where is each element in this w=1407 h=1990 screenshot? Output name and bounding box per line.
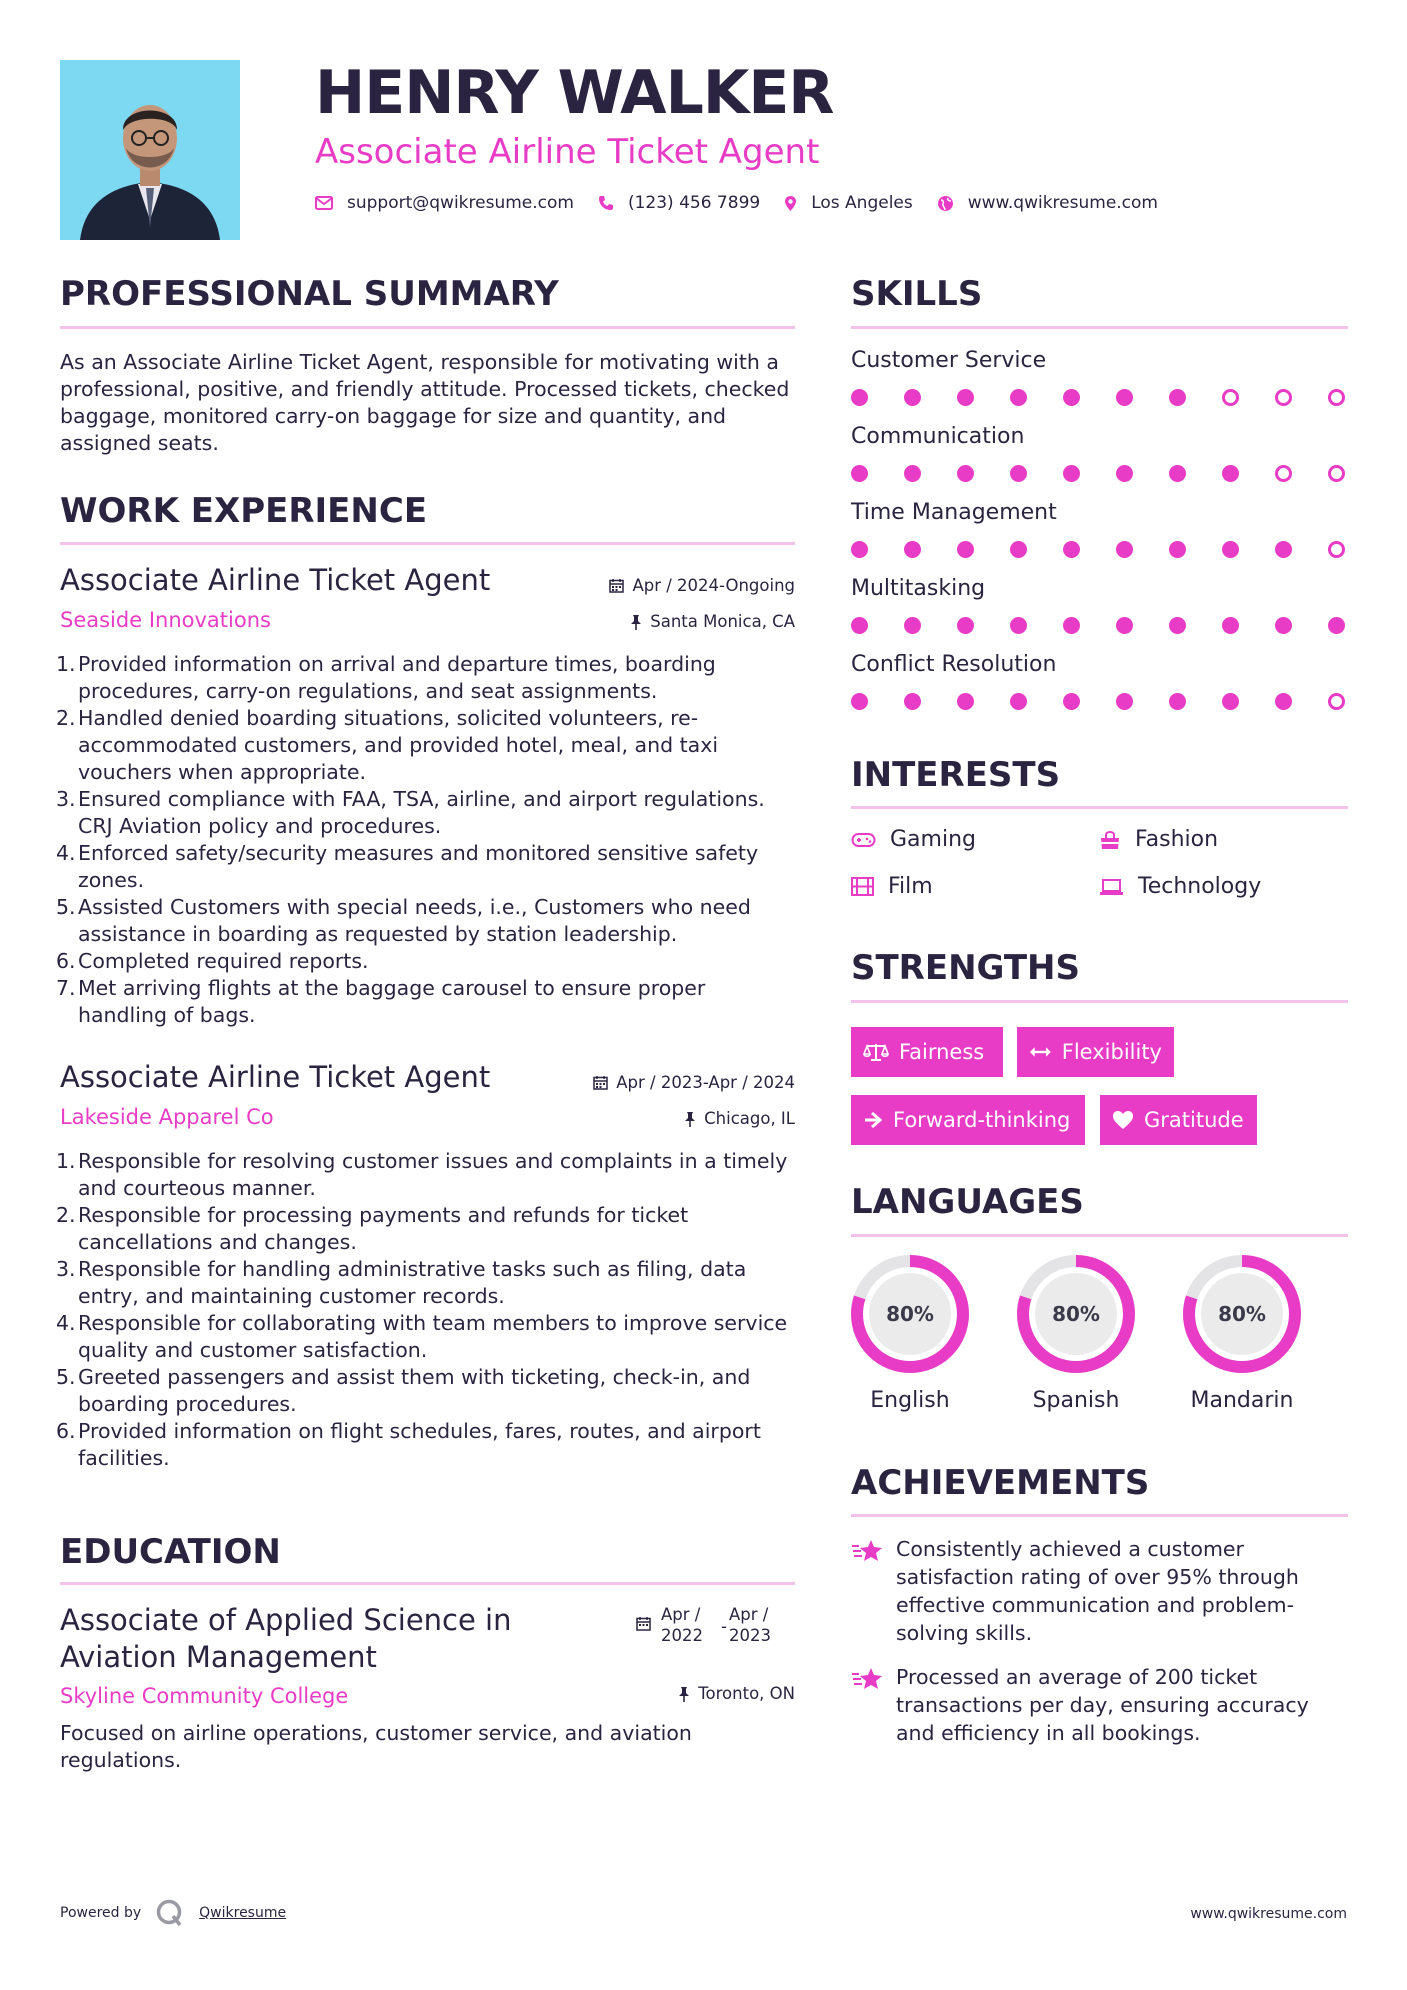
list-item-text: Met arriving flights at the baggage carousel to ensure proper handling of bags. <box>78 976 706 1027</box>
list-item: 5. Assisted Customers with special needs, i.e., Customers who need assistance in boarding as requested by station leadership. <box>56 895 751 946</box>
rating-dot-filled <box>1116 389 1133 406</box>
rating-dot-filled <box>957 465 974 482</box>
rating-dot-filled <box>1010 389 1027 406</box>
job-duties-list <box>56 651 795 1029</box>
rating-dot-empty <box>1275 389 1292 406</box>
job-dates-text: Apr / 2023-Apr / 2024 <box>616 1073 795 1092</box>
envelope-icon <box>315 196 333 210</box>
calendar-icon <box>636 1616 651 1631</box>
job-company: Seaside Innovations <box>60 608 271 632</box>
footer-website[interactable]: www.qwikresume.com <box>1190 1906 1347 1922</box>
rating-dot-filled <box>957 617 974 634</box>
thumbtack-icon <box>678 1686 690 1702</box>
list-item: 6. Provided information on flight schedules, fares, routes, and airport facilities. <box>56 1419 761 1470</box>
rating-dot-filled <box>1222 541 1239 558</box>
education-start-date <box>661 1604 703 1646</box>
contact-phone[interactable] <box>598 193 760 213</box>
language-name: Mandarin <box>1190 1388 1294 1413</box>
interest-label: Technology <box>1138 874 1262 899</box>
language-percent: 80% <box>1218 1302 1266 1326</box>
job-duties-list <box>56 1148 795 1472</box>
education-dates <box>636 1604 771 1646</box>
rating-dot-filled <box>851 465 868 482</box>
arrows-horizontal-icon <box>1029 1045 1052 1059</box>
rating-dot-filled <box>904 465 921 482</box>
language-item <box>1180 1252 1304 1413</box>
strength-label: Gratitude <box>1144 1108 1244 1132</box>
calendar-icon <box>593 1075 608 1090</box>
job-company: Lakeside Apparel Co <box>60 1105 274 1129</box>
skills-heading: SKILLS <box>851 274 983 314</box>
interest-item <box>1099 874 1261 899</box>
skill-name: Customer Service <box>851 348 1047 373</box>
job-dates <box>609 576 795 595</box>
interests-divider <box>851 806 1348 809</box>
achievements-heading: ACHIEVEMENTS <box>851 1463 1150 1503</box>
degree-title-line2: Aviation Management <box>60 1640 377 1674</box>
contact-email[interactable] <box>315 193 574 213</box>
rating-dot-filled <box>1275 617 1292 634</box>
rating-dot-filled <box>1169 465 1186 482</box>
list-item: 2. Handled denied boarding situations, solicited volunteers, re-accommodated customers, and provided hotel, meal, and taxi vouchers when appropriate. <box>56 706 719 784</box>
list-item: 4. Responsible for collaborating with team members to improve service quality and customer satisfaction. <box>56 1311 788 1362</box>
strength-badge <box>1100 1095 1257 1145</box>
achievement-item <box>851 1535 1311 1647</box>
rating-dot-empty <box>1328 465 1345 482</box>
job-title: Associate Airline Ticket Agent <box>60 1060 491 1094</box>
education-end-date-line1: Apr / <box>728 1605 769 1624</box>
rating-dot-filled <box>904 541 921 558</box>
language-item <box>848 1252 972 1413</box>
experience-divider <box>60 542 795 545</box>
interest-item <box>851 874 933 899</box>
strengths-heading: STRENGTHS <box>851 948 1080 988</box>
language-progress-ring <box>1180 1252 1304 1376</box>
list-item-text: Enforced safety/security measures and monitored sensitive safety zones. <box>78 841 759 892</box>
list-item: 3. Ensured compliance with FAA, TSA, airline, and airport regulations. CRJ Aviation policy and procedures. <box>56 787 765 838</box>
education-end-date-line2: 2023 <box>728 1626 771 1645</box>
balance-scale-icon <box>863 1042 889 1062</box>
rating-dot-filled <box>851 389 868 406</box>
list-item: 1. Responsible for resolving customer issues and complaints in a timely and courteous manner. <box>56 1149 788 1200</box>
rating-dot-filled <box>1169 693 1186 710</box>
rating-dot-filled <box>1116 617 1133 634</box>
summary-text: As an Associate Airline Ticket Agent, responsible for motivating with a professional, positive, and friendly attitude. Processed tickets, checked baggage, monitored carry-on baggage for size and quantity, and assigned seats. <box>60 350 790 455</box>
interests-heading: INTERESTS <box>851 755 1061 795</box>
skill-rating <box>851 541 1381 558</box>
achievement-item <box>851 1663 1311 1747</box>
achievements-divider <box>851 1514 1348 1517</box>
skill-name: Time Management <box>851 500 1057 525</box>
rating-dot-filled <box>957 541 974 558</box>
candidate-title: Associate Airline Ticket Agent <box>315 132 820 172</box>
strength-label: Fairness <box>899 1040 985 1064</box>
rating-dot-filled <box>1275 541 1292 558</box>
film-icon <box>851 877 874 896</box>
list-item-text: Greeted passengers and assist them with ticketing, check-in, and boarding procedures. <box>78 1365 751 1416</box>
list-item-text: Responsible for resolving customer issues and complaints in a timely and courteous manner. <box>78 1149 788 1200</box>
brand-link[interactable]: Qwikresume <box>199 1905 287 1921</box>
summary-heading: PROFESSIONAL SUMMARY <box>60 274 559 314</box>
person-photo-icon <box>60 60 240 240</box>
job-location <box>684 1109 795 1128</box>
skills-divider <box>851 326 1348 329</box>
language-percent: 80% <box>1052 1302 1100 1326</box>
school-name: Skyline Community College <box>60 1684 349 1708</box>
rating-dot-empty <box>1328 389 1345 406</box>
rating-dot-empty <box>1222 389 1239 406</box>
summary-divider <box>60 326 795 329</box>
list-item: 7. Met arriving flights at the baggage carousel to ensure proper handling of bags. <box>56 976 706 1027</box>
job-location-text: Santa Monica, CA <box>650 612 795 631</box>
interest-label: Film <box>888 874 933 899</box>
rating-dot-filled <box>904 693 921 710</box>
strength-label: Forward-thinking <box>893 1108 1071 1132</box>
phone-text: (123) 456 7899 <box>627 193 761 213</box>
rating-dot-filled <box>1116 693 1133 710</box>
list-item-text: Responsible for handling administrative tasks such as filing, data entry, and maintaining customer records. <box>78 1257 747 1308</box>
list-item: 5. Greeted passengers and assist them with ticketing, check-in, and boarding procedures. <box>56 1365 751 1416</box>
language-item <box>1014 1252 1138 1413</box>
list-item: 1. Provided information on arrival and departure times, boarding procedures, carry-on regulations, and seat assignments. <box>56 652 716 703</box>
rating-dot-filled <box>1116 541 1133 558</box>
skill-rating <box>851 389 1381 406</box>
education-description: Focused on airline operations, customer service, and aviation regulations. <box>60 1721 692 1772</box>
list-item-text: Provided information on flight schedules, fares, routes, and airport facilities. <box>78 1419 761 1470</box>
rating-dot-empty <box>1328 693 1345 710</box>
list-item-text: Responsible for collaborating with team members to improve service quality and customer satisfaction. <box>78 1311 788 1362</box>
thumbtack-icon <box>630 614 642 630</box>
rating-dot-filled <box>851 693 868 710</box>
skill-name: Communication <box>851 424 1025 449</box>
contact-location <box>784 193 913 213</box>
profile-photo <box>60 60 240 240</box>
list-item-text: Provided information on arrival and departure times, boarding procedures, carry-on regulations, and seat assignments. <box>78 652 716 703</box>
rating-dot-filled <box>957 693 974 710</box>
list-item-text: Completed required reports. <box>78 949 369 973</box>
rating-dot-filled <box>1222 617 1239 634</box>
education-location-text: Toronto, ON <box>698 1684 795 1703</box>
globe-icon <box>937 195 954 212</box>
interest-label: Gaming <box>890 827 976 852</box>
list-item-text: Assisted Customers with special needs, i.e., Customers who need assistance in boarding as requested by station leadership. <box>78 895 751 946</box>
shopping-bag-icon <box>1099 830 1121 850</box>
skill-name: Conflict Resolution <box>851 652 1057 677</box>
rating-dot-filled <box>904 617 921 634</box>
education-location <box>678 1684 795 1703</box>
strengths-divider <box>851 1000 1348 1003</box>
rating-dot-filled <box>1116 465 1133 482</box>
rating-dot-filled <box>1169 389 1186 406</box>
rating-dot-empty <box>1328 541 1345 558</box>
language-percent: 80% <box>886 1302 934 1326</box>
list-item: 3. Responsible for handling administrative tasks such as filing, data entry, and maintaining customer records. <box>56 1257 747 1308</box>
heart-icon <box>1112 1110 1134 1130</box>
strength-label: Flexibility <box>1061 1040 1162 1064</box>
rating-dot-filled <box>1063 541 1080 558</box>
map-pin-icon <box>784 195 797 212</box>
shooting-star-icon <box>851 1537 883 1565</box>
strength-badge <box>851 1095 1085 1145</box>
language-name: Spanish <box>1032 1388 1120 1413</box>
rating-dot-filled <box>904 389 921 406</box>
job-dates <box>593 1073 795 1092</box>
education-start-date-line2: 2022 <box>661 1626 703 1645</box>
rating-dot-filled <box>1222 693 1239 710</box>
footer-powered-by <box>60 1898 286 1928</box>
rating-dot-filled <box>851 541 868 558</box>
rating-dot-filled <box>1169 617 1186 634</box>
rating-dot-filled <box>1010 465 1027 482</box>
thumbtack-icon <box>684 1111 696 1127</box>
education-heading: EDUCATION <box>60 1532 281 1572</box>
job-location-text: Chicago, IL <box>704 1109 795 1128</box>
gamepad-icon <box>851 832 876 848</box>
rating-dot-filled <box>1010 693 1027 710</box>
skill-rating <box>851 465 1381 482</box>
language-progress-ring <box>1014 1252 1138 1376</box>
rating-dot-filled <box>1222 465 1239 482</box>
rating-dot-filled <box>1275 693 1292 710</box>
achievement-text: Consistently achieved a customer satisfaction rating of over 95% through effective communication and problem-solving skills. <box>896 1537 1299 1645</box>
interest-item <box>851 827 976 852</box>
list-item: 4. Enforced safety/security measures and monitored sensitive safety zones. <box>56 841 759 892</box>
calendar-icon <box>609 578 624 593</box>
laptop-icon <box>1099 878 1124 896</box>
rating-dot-filled <box>1010 617 1027 634</box>
education-end-date <box>729 1604 771 1646</box>
achievement-text: Processed an average of 200 ticket transactions per day, ensuring accuracy and efficiency in all bookings. <box>896 1665 1309 1745</box>
rating-dot-filled <box>1010 541 1027 558</box>
rating-dot-filled <box>1063 617 1080 634</box>
education-start-date-line1: Apr / <box>661 1605 701 1624</box>
shooting-star-icon <box>851 1665 883 1693</box>
list-item: 6. Completed required reports. <box>56 949 369 973</box>
languages-heading: LANGUAGES <box>851 1182 1084 1222</box>
strength-badge <box>851 1027 1003 1077</box>
rating-dot-filled <box>957 389 974 406</box>
education-divider <box>60 1582 795 1585</box>
rating-dot-filled <box>1063 389 1080 406</box>
list-item-text: Responsible for processing payments and refunds for ticket cancellations and changes. <box>78 1203 689 1254</box>
skill-name: Multitasking <box>851 576 986 601</box>
job-dates-text: Apr / 2024-Ongoing <box>632 576 795 595</box>
languages-divider <box>851 1234 1348 1237</box>
strength-badge <box>1017 1027 1174 1077</box>
qwikresume-logo-icon <box>155 1898 185 1928</box>
list-item: 2. Responsible for processing payments and refunds for ticket cancellations and changes. <box>56 1203 689 1254</box>
arrow-right-icon <box>863 1111 883 1129</box>
location-text: Los Angeles <box>811 193 913 213</box>
contact-bar <box>315 193 1182 213</box>
language-name: English <box>870 1388 950 1413</box>
phone-icon <box>598 195 614 211</box>
website-text: www.qwikresume.com <box>967 193 1158 213</box>
rating-dot-filled <box>1169 541 1186 558</box>
list-item-text: Handled denied boarding situations, solicited volunteers, re-accommodated customers, and provided hotel, meal, and taxi vouchers when appropriate. <box>78 706 719 784</box>
list-item-text: Ensured compliance with FAA, TSA, airline, and airport regulations. CRJ Aviation policy and procedures. <box>78 787 765 838</box>
interest-item <box>1099 827 1218 852</box>
skill-rating <box>851 617 1381 634</box>
degree-title-line1: Associate of Applied Science in <box>60 1603 512 1637</box>
job-location <box>630 612 795 631</box>
rating-dot-filled <box>1063 465 1080 482</box>
rating-dot-empty <box>1275 465 1292 482</box>
experience-heading: WORK EXPERIENCE <box>60 491 428 531</box>
powered-by-label: Powered by <box>60 1905 142 1921</box>
language-progress-ring <box>848 1252 972 1376</box>
job-title: Associate Airline Ticket Agent <box>60 563 491 597</box>
education-date-separator: - <box>721 1617 727 1636</box>
rating-dot-filled <box>1328 617 1345 634</box>
rating-dot-filled <box>1063 693 1080 710</box>
skill-rating <box>851 693 1381 710</box>
candidate-name: HENRY WALKER <box>315 58 834 128</box>
interest-label: Fashion <box>1135 827 1219 852</box>
rating-dot-filled <box>851 617 868 634</box>
email-text: support@qwikresume.com <box>347 193 574 213</box>
contact-website[interactable] <box>937 193 1158 213</box>
